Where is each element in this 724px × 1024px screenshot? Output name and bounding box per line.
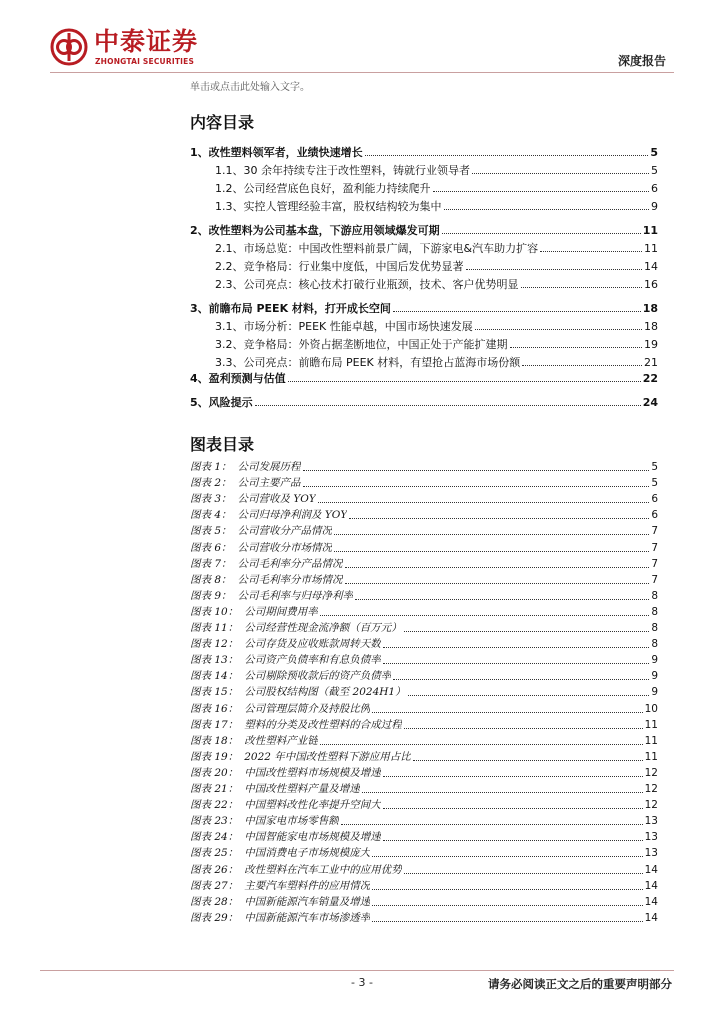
page-number: - 3 - (351, 976, 373, 989)
toc-leader-dots (522, 365, 642, 366)
figure-entry-page: 5 (651, 477, 658, 490)
toc-leader-dots (383, 840, 643, 841)
figure-entry[interactable] (190, 637, 658, 651)
figure-entry-page: 7 (651, 557, 658, 570)
company-logo (50, 26, 225, 68)
footer-disclaimer: 请务必阅读正文之后的重要声明部分 (488, 977, 672, 991)
figure-entry-page: 12 (644, 766, 658, 779)
figure-entry[interactable] (190, 895, 658, 909)
toc-entry-label: 1.1、30 余年持续专注于改性塑料，铸就行业领导者 (215, 164, 470, 177)
figure-entry-page: 11 (644, 734, 658, 747)
figure-entry[interactable] (190, 702, 658, 716)
toc-leader-dots (372, 921, 642, 922)
toc-entry[interactable] (190, 197, 658, 213)
toc-leader-dots (442, 233, 641, 234)
toc-leader-dots (383, 647, 650, 648)
figure-entry[interactable] (190, 685, 658, 699)
figure-entry[interactable] (190, 846, 658, 860)
toc-entry-label: 2.2、竞争格局：行业集中度低，中国后发优势显著 (215, 260, 464, 273)
toc-leader-dots (303, 470, 650, 471)
figure-entry-page: 7 (651, 541, 658, 554)
figure-entry-page: 14 (644, 911, 658, 924)
toc-entry[interactable] (190, 257, 658, 273)
figure-entry[interactable] (190, 863, 658, 877)
figure-entry-caption: 2022 年中国改性塑料下游应用占比 (244, 750, 411, 763)
figure-entry-caption: 塑料的分类及改性塑料的合成过程 (244, 718, 402, 731)
figure-entry[interactable] (190, 750, 658, 764)
figure-entry-page: 13 (644, 831, 658, 844)
toc-leader-dots (288, 381, 641, 382)
figure-entry-caption: 改性塑料产业链 (244, 734, 318, 747)
figure-entry-number: 图表 6： (190, 541, 232, 554)
toc-entry-page: 21 (644, 356, 658, 369)
figure-entry-number: 图表 7： (190, 557, 232, 570)
toc-entry-page: 9 (651, 200, 658, 213)
toc-entry-page: 19 (644, 338, 658, 351)
figure-entry[interactable] (190, 492, 658, 506)
toc-entry-label: 4、盈利预测与估值 (190, 372, 286, 385)
toc-leader-dots (393, 679, 649, 680)
toc-leader-dots (255, 405, 641, 406)
toc-entry[interactable] (190, 299, 658, 315)
figure-entry-number: 图表 13： (190, 654, 239, 667)
figure-entry-number: 图表 17： (190, 718, 239, 731)
toc-entry-label: 2、改性塑料为公司基本盘，下游应用领域爆发可期 (190, 224, 440, 237)
figure-entry[interactable] (190, 508, 658, 522)
toc-leader-dots (334, 551, 649, 552)
toc-leader-dots (320, 744, 643, 745)
figure-entry-number: 图表 28： (190, 895, 239, 908)
figure-entry-page: 12 (644, 783, 658, 795)
toc-entry-label: 1.2、公司经营底色良好，盈利能力持续爬升 (215, 182, 431, 195)
figure-entry-page: 14 (644, 879, 658, 892)
toc-entry[interactable] (190, 369, 658, 385)
figure-entry-page: 14 (644, 863, 658, 876)
figure-entry-number: 图表 25： (190, 847, 239, 860)
figure-entry-number: 图表 15： (190, 686, 239, 699)
figure-entry-caption: 公司营收分市场情况 (237, 541, 333, 554)
toc-leader-dots (372, 712, 642, 713)
toc-leader-dots (318, 502, 649, 503)
figure-entry[interactable] (190, 573, 658, 587)
figure-entry-number: 图表 10： (190, 605, 239, 618)
toc-leader-dots (349, 518, 649, 519)
figure-entry-number: 图表 14： (190, 670, 239, 683)
toc-leader-dots (345, 583, 650, 584)
toc-entry-label: 3.2、竞争格局：外资占据垄断地位，中国正处于产能扩建期 (215, 338, 508, 351)
figure-entry-caption: 公司经营性现金流净额（百万元） (244, 622, 402, 634)
figure-entry-number: 图表 22： (190, 799, 239, 812)
toc-entry-page: 14 (644, 260, 658, 273)
figure-entry-number: 图表 5： (190, 525, 232, 538)
toc-leader-dots (540, 251, 642, 252)
figure-entry-number: 图表 29： (190, 911, 239, 924)
figure-entry-caption: 中国家电市场零售额 (244, 815, 339, 828)
toc-entry-page: 16 (644, 278, 658, 291)
figure-entry-caption: 公司存货及应收账款周转天数 (244, 638, 381, 651)
figure-entry[interactable] (190, 653, 658, 667)
figure-entry-caption: 中国改性塑料市场规模及增速 (244, 766, 381, 779)
toc-entry-label: 1、改性塑料领军者，业绩快速增长 (190, 146, 363, 159)
figure-entry-page: 11 (644, 750, 658, 763)
toc-leader-dots (404, 631, 650, 632)
figure-entry[interactable] (190, 734, 658, 748)
figure-entry-caption: 公司归母净利润及 YOY (237, 509, 348, 522)
figure-entry-number: 图表 19： (190, 750, 239, 763)
toc-leader-dots (383, 663, 650, 664)
toc-leader-dots (341, 824, 643, 825)
figure-entry-caption: 公司毛利率分产品情况 (237, 557, 343, 570)
figure-entry-number: 图表 23： (190, 815, 239, 828)
toc-entry-page: 5 (650, 146, 658, 159)
toc-leader-dots (372, 905, 642, 906)
toc-leader-dots (362, 792, 643, 793)
figure-entry[interactable] (190, 669, 658, 683)
figure-entry[interactable] (190, 718, 658, 732)
figure-entry[interactable] (190, 589, 658, 603)
toc-entry-page: 24 (642, 396, 658, 409)
figure-entry-caption: 主要汽车塑料件的应用情况 (244, 879, 371, 892)
toc-leader-dots (444, 209, 650, 210)
figure-entry-caption: 公司营收分产品情况 (237, 525, 333, 538)
header-divider (50, 72, 674, 73)
toc-entry-label: 5、风险提示 (190, 396, 253, 409)
figure-entry[interactable] (190, 766, 658, 780)
figure-entry-page: 9 (651, 654, 658, 667)
toc-leader-dots (320, 615, 650, 616)
figure-entry-number: 图表 21： (190, 783, 239, 795)
footer-divider (40, 970, 674, 971)
toc-entry[interactable] (190, 335, 658, 351)
figure-entry-number: 图表 2： (190, 477, 232, 490)
figure-entry[interactable] (190, 476, 658, 490)
toc-entry-label: 3.1、市场分析：PEEK 性能卓越，中国市场快速发展 (215, 320, 473, 333)
figure-entry-page: 6 (651, 493, 658, 506)
figure-entry-caption: 公司股权结构图（截至 2024H1） (244, 686, 406, 699)
figure-entry-caption: 公司主要产品 (237, 477, 301, 490)
figure-entry-page: 14 (644, 895, 658, 908)
toc-leader-dots (383, 808, 643, 809)
toc-leader-dots (372, 856, 642, 857)
figure-entry-page: 9 (651, 670, 658, 683)
figure-entry-page: 12 (644, 799, 658, 812)
figure-entry-caption: 公司毛利率与归母净利率 (237, 589, 354, 602)
toc-leader-dots (472, 173, 649, 174)
figure-entry-caption: 中国新能源汽车销量及增速 (244, 895, 371, 908)
figure-entry-number: 图表 24： (190, 831, 239, 844)
figure-entry-caption: 中国改性塑料产量及增速 (244, 783, 360, 795)
placeholder-text[interactable]: 单击或点击此处输入文字。 (190, 82, 310, 93)
toc-leader-dots (404, 728, 643, 729)
toc-entry-page: 18 (642, 302, 658, 315)
toc-leader-dots (433, 191, 650, 192)
figure-entry-number: 图表 20： (190, 766, 239, 779)
toc-leader-dots (393, 311, 641, 312)
toc-leader-dots (413, 760, 643, 761)
figure-entry[interactable] (190, 911, 658, 925)
figure-entry-caption: 公司发展历程 (237, 461, 301, 473)
toc-leader-dots (475, 329, 642, 330)
toc-leader-dots (466, 269, 643, 270)
logo-en-text: ZHONGTAI SECURITIES (95, 57, 195, 66)
figure-entry-caption: 公司营收及 YOY (237, 493, 316, 506)
figure-entry[interactable] (190, 541, 658, 555)
figure-entry-page: 7 (651, 525, 658, 538)
logo-cn-text: 中泰证券 (94, 27, 199, 56)
content-toc-title: 内容目录 (190, 113, 255, 132)
figure-entry[interactable] (190, 814, 658, 828)
toc-entry[interactable] (190, 353, 658, 369)
toc-entry[interactable] (190, 143, 658, 159)
figure-entry[interactable] (190, 557, 658, 571)
toc-leader-dots (404, 873, 643, 874)
toc-leader-dots (510, 347, 643, 348)
figure-toc-title: 图表目录 (190, 435, 255, 454)
toc-entry-page: 5 (651, 164, 658, 177)
figure-entry-page: 10 (644, 702, 658, 715)
toc-leader-dots (334, 534, 649, 535)
toc-entry[interactable] (190, 239, 658, 255)
figure-entry[interactable] (190, 460, 658, 474)
figure-entry-caption: 改性塑料在汽车工业中的应用优势 (244, 863, 402, 876)
figure-entry-caption: 中国智能家电市场规模及增速 (244, 831, 381, 844)
figure-entry-page: 8 (651, 622, 658, 634)
figure-entry-page: 8 (651, 638, 658, 651)
toc-entry-page: 18 (644, 320, 658, 333)
figure-entry-number: 图表 4： (190, 509, 232, 522)
figure-entry-number: 图表 18： (190, 734, 239, 747)
figure-entry-number: 图表 3： (190, 493, 232, 506)
figure-entry-page: 9 (651, 686, 658, 699)
toc-entry-label: 2.3、公司亮点：核心技术打破行业瓶颈，技术、客户优势明显 (215, 278, 519, 291)
zhongtai-logo-icon (50, 28, 88, 66)
figure-entry-page: 7 (651, 573, 658, 586)
figure-entry-number: 图表 12： (190, 638, 239, 651)
figure-entry-page: 5 (651, 461, 658, 473)
toc-leader-dots (365, 155, 649, 156)
figure-entry[interactable] (190, 605, 658, 619)
figure-entry-page: 8 (651, 589, 658, 602)
figure-entry-number: 图表 16： (190, 702, 239, 715)
figure-entry-number: 图表 26： (190, 863, 239, 876)
toc-leader-dots (408, 695, 650, 696)
toc-entry-page: 22 (642, 372, 658, 385)
figure-entry-caption: 公司毛利率分市场情况 (237, 573, 343, 586)
toc-entry-page: 11 (644, 242, 658, 255)
figure-entry-number: 图表 27： (190, 879, 239, 892)
toc-entry-label: 3.3、公司亮点：前瞻布局 PEEK 材料，有望抢占蓝海市场份额 (215, 356, 521, 369)
figure-entry-caption: 中国新能源汽车市场渗透率 (244, 911, 371, 924)
toc-entry-label: 3、前瞻布局 PEEK 材料，打开成长空间 (190, 302, 391, 315)
figure-entry-caption: 公司管理层简介及持股比例 (244, 702, 371, 715)
figure-entry-caption: 中国消费电子市场规模庞大 (244, 847, 371, 860)
toc-entry-page: 11 (642, 224, 658, 237)
toc-entry[interactable] (190, 393, 658, 409)
figure-entry[interactable] (190, 782, 658, 796)
figure-entry-caption: 中国塑料改性化率提升空间大 (244, 799, 381, 812)
figure-entry[interactable] (190, 879, 658, 893)
toc-entry-page: 6 (651, 182, 658, 195)
figure-entry-number: 图表 9： (190, 589, 232, 602)
figure-entry-caption: 公司剔除预收款后的资产负债率 (244, 670, 392, 683)
figure-entry[interactable] (190, 524, 658, 538)
figure-entry-number: 图表 8： (190, 573, 232, 586)
figure-entry-number: 图表 11： (190, 622, 239, 634)
figure-entry[interactable] (190, 621, 658, 635)
figure-entry-page: 8 (651, 605, 658, 618)
figure-entry-caption: 公司期间费用率 (244, 605, 318, 618)
toc-leader-dots (355, 599, 649, 600)
report-type: 深度报告 (617, 54, 666, 68)
figure-entry[interactable] (190, 798, 658, 812)
toc-entry-label: 2.1、市场总览：中国改性塑料前景广阔，下游家电&汽车助力扩容 (215, 242, 539, 255)
figure-entry-page: 13 (644, 815, 658, 828)
toc-leader-dots (372, 889, 642, 890)
toc-leader-dots (345, 567, 650, 568)
toc-leader-dots (383, 776, 643, 777)
figure-entry-page: 11 (644, 718, 658, 731)
toc-entry[interactable] (190, 275, 658, 291)
figure-entry[interactable] (190, 830, 658, 844)
toc-entry[interactable] (190, 179, 658, 195)
toc-entry-label: 1.3、实控人管理经验丰富，股权结构较为集中 (215, 200, 442, 213)
toc-entry[interactable] (190, 161, 658, 177)
toc-leader-dots (521, 287, 643, 288)
figure-entry-page: 6 (651, 509, 658, 522)
figure-entry-page: 13 (644, 847, 658, 860)
toc-entry[interactable] (190, 221, 658, 237)
figure-entry-number: 图表 1： (190, 461, 232, 473)
toc-leader-dots (303, 486, 650, 487)
toc-entry[interactable] (190, 317, 658, 333)
figure-entry-caption: 公司资产负债率和有息负债率 (244, 654, 381, 667)
